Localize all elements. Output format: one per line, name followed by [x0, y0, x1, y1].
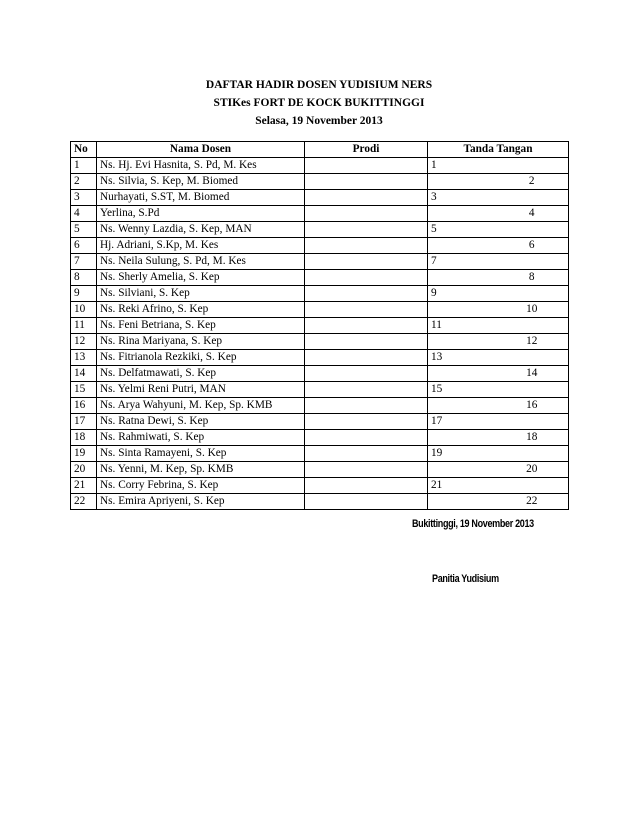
- cell-no: 1: [71, 158, 97, 174]
- table-row: [71, 462, 569, 478]
- signature-blank: [496, 286, 569, 302]
- signature-blank: [496, 190, 569, 206]
- column-header-prodi: Prodi: [305, 142, 428, 158]
- attendance-table: [70, 141, 569, 510]
- cell-prodi: [305, 254, 428, 270]
- institution-name: STIKes FORT DE KOCK BUKITTINGGI: [213, 97, 425, 109]
- signature-slot: 7: [428, 254, 496, 270]
- cell-no: 19: [71, 446, 97, 462]
- signature-slot: 9: [428, 286, 496, 302]
- signature-blank: [428, 270, 496, 286]
- cell-prodi: [305, 382, 428, 398]
- cell-no: 9: [71, 286, 97, 302]
- signature-blank: [496, 478, 569, 494]
- cell-no: 12: [71, 334, 97, 350]
- committee-signature: Panitia Yudisium: [432, 573, 499, 585]
- column-header-no: No: [71, 142, 97, 158]
- cell-no: 17: [71, 414, 97, 430]
- cell-name: Hj. Adriani, S.Kp, M. Kes: [97, 238, 305, 254]
- signature-slot: 20: [496, 462, 569, 478]
- cell-prodi: [305, 350, 428, 366]
- signature-slot: 17: [428, 414, 496, 430]
- signature-blank: [496, 382, 569, 398]
- table-row: [71, 158, 569, 174]
- cell-prodi: [305, 302, 428, 318]
- cell-name: Ns. Sherly Amelia, S. Kep: [97, 270, 305, 286]
- cell-name: Ns. Emira Apriyeni, S. Kep: [97, 494, 305, 510]
- cell-name: Yerlina, S.Pd: [97, 206, 305, 222]
- signature-slot: 14: [496, 366, 569, 382]
- cell-name: Ns. Sinta Ramayeni, S. Kep: [97, 446, 305, 462]
- cell-prodi: [305, 270, 428, 286]
- table-row: [71, 206, 569, 222]
- cell-no: 15: [71, 382, 97, 398]
- table-row: [71, 254, 569, 270]
- cell-prodi: [305, 446, 428, 462]
- table-row: [71, 414, 569, 430]
- cell-name: Ns. Feni Betriana, S. Kep: [97, 318, 305, 334]
- cell-no: 13: [71, 350, 97, 366]
- signature-slot: 11: [428, 318, 496, 334]
- cell-prodi: [305, 222, 428, 238]
- cell-no: 10: [71, 302, 97, 318]
- cell-no: 22: [71, 494, 97, 510]
- signature-slot: 4: [496, 206, 569, 222]
- signature-blank: [496, 414, 569, 430]
- signature-blank: [428, 238, 496, 254]
- table-row: [71, 190, 569, 206]
- table-row: [71, 350, 569, 366]
- cell-no: 5: [71, 222, 97, 238]
- signature-slot: 16: [496, 398, 569, 414]
- cell-no: 8: [71, 270, 97, 286]
- cell-prodi: [305, 174, 428, 190]
- cell-no: 16: [71, 398, 97, 414]
- event-date: Selasa, 19 November 2013: [255, 115, 383, 127]
- signature-blank: [428, 494, 496, 510]
- signature-slot: 6: [496, 238, 569, 254]
- signature-slot: 1: [428, 158, 496, 174]
- document-header: [0, 76, 638, 130]
- cell-no: 7: [71, 254, 97, 270]
- signature-blank: [428, 206, 496, 222]
- cell-name: Ns. Rahmiwati, S. Kep: [97, 430, 305, 446]
- cell-no: 14: [71, 366, 97, 382]
- cell-name: Ns. Ratna Dewi, S. Kep: [97, 414, 305, 430]
- cell-no: 2: [71, 174, 97, 190]
- cell-name: Ns. Yelmi Reni Putri, MAN: [97, 382, 305, 398]
- cell-name: Ns. Yenni, M. Kep, Sp. KMB: [97, 462, 305, 478]
- cell-name: Ns. Silviani, S. Kep: [97, 286, 305, 302]
- cell-name: Ns. Neila Sulung, S. Pd, M. Kes: [97, 254, 305, 270]
- cell-no: 21: [71, 478, 97, 494]
- cell-prodi: [305, 414, 428, 430]
- signature-blank: [496, 158, 569, 174]
- signature-slot: 8: [496, 270, 569, 286]
- signature-slot: 2: [496, 174, 569, 190]
- cell-prodi: [305, 462, 428, 478]
- signature-blank: [496, 350, 569, 366]
- signature-slot: 18: [496, 430, 569, 446]
- signature-blank: [428, 334, 496, 350]
- column-header-name: Nama Dosen: [97, 142, 305, 158]
- signature-blank: [428, 398, 496, 414]
- signature-slot: 3: [428, 190, 496, 206]
- cell-name: Ns. Wenny Lazdia, S. Kep, MAN: [97, 222, 305, 238]
- table-row: [71, 222, 569, 238]
- cell-name: Ns. Rina Mariyana, S. Kep: [97, 334, 305, 350]
- table-row: [71, 382, 569, 398]
- signature-blank: [428, 366, 496, 382]
- cell-no: 6: [71, 238, 97, 254]
- document-title: DAFTAR HADIR DOSEN YUDISIUM NERS: [205, 79, 433, 91]
- attendance-rows: [71, 158, 569, 510]
- cell-prodi: [305, 286, 428, 302]
- cell-prodi: [305, 430, 428, 446]
- column-header-signature: Tanda Tangan: [428, 142, 569, 158]
- signature-blank: [496, 254, 569, 270]
- cell-no: 20: [71, 462, 97, 478]
- signature-slot: 15: [428, 382, 496, 398]
- signature-slot: 13: [428, 350, 496, 366]
- table-row: [71, 430, 569, 446]
- cell-prodi: [305, 398, 428, 414]
- cell-prodi: [305, 334, 428, 350]
- table-row: [71, 494, 569, 510]
- table-row: [71, 366, 569, 382]
- signature-blank: [428, 462, 496, 478]
- cell-name: Ns. Arya Wahyuni, M. Kep, Sp. KMB: [97, 398, 305, 414]
- table-row: [71, 478, 569, 494]
- signature-slot: 19: [428, 446, 496, 462]
- table-row: [71, 238, 569, 254]
- cell-name: Ns. Hj. Evi Hasnita, S. Pd, M. Kes: [97, 158, 305, 174]
- place-date: Bukittinggi, 19 November 2013: [412, 518, 534, 530]
- signature-slot: 10: [496, 302, 569, 318]
- table-row: [71, 446, 569, 462]
- cell-prodi: [305, 238, 428, 254]
- cell-name: Ns. Silvia, S. Kep, M. Biomed: [97, 174, 305, 190]
- signature-blank: [496, 222, 569, 238]
- cell-name: Nurhayati, S.ST, M. Biomed: [97, 190, 305, 206]
- cell-prodi: [305, 494, 428, 510]
- cell-name: Ns. Delfatmawati, S. Kep: [97, 366, 305, 382]
- table-header-row: [71, 142, 569, 158]
- signature-blank: [428, 430, 496, 446]
- cell-prodi: [305, 158, 428, 174]
- table-row: [71, 334, 569, 350]
- signature-blank: [428, 302, 496, 318]
- signature-blank: [428, 174, 496, 190]
- cell-prodi: [305, 190, 428, 206]
- signature-slot: 21: [428, 478, 496, 494]
- table-row: [71, 270, 569, 286]
- signature-slot: 5: [428, 222, 496, 238]
- signature-slot: 12: [496, 334, 569, 350]
- cell-prodi: [305, 478, 428, 494]
- table-row: [71, 174, 569, 190]
- cell-no: 4: [71, 206, 97, 222]
- cell-prodi: [305, 206, 428, 222]
- cell-name: Ns. Reki Afrino, S. Kep: [97, 302, 305, 318]
- cell-no: 11: [71, 318, 97, 334]
- signature-blank: [496, 318, 569, 334]
- signature-slot: 22: [496, 494, 569, 510]
- table-row: [71, 286, 569, 302]
- cell-no: 3: [71, 190, 97, 206]
- cell-name: Ns. Corry Febrina, S. Kep: [97, 478, 305, 494]
- table-row: [71, 318, 569, 334]
- cell-name: Ns. Fitrianola Rezkiki, S. Kep: [97, 350, 305, 366]
- signature-blank: [496, 446, 569, 462]
- table-row: [71, 398, 569, 414]
- cell-no: 18: [71, 430, 97, 446]
- cell-prodi: [305, 366, 428, 382]
- cell-prodi: [305, 318, 428, 334]
- table-row: [71, 302, 569, 318]
